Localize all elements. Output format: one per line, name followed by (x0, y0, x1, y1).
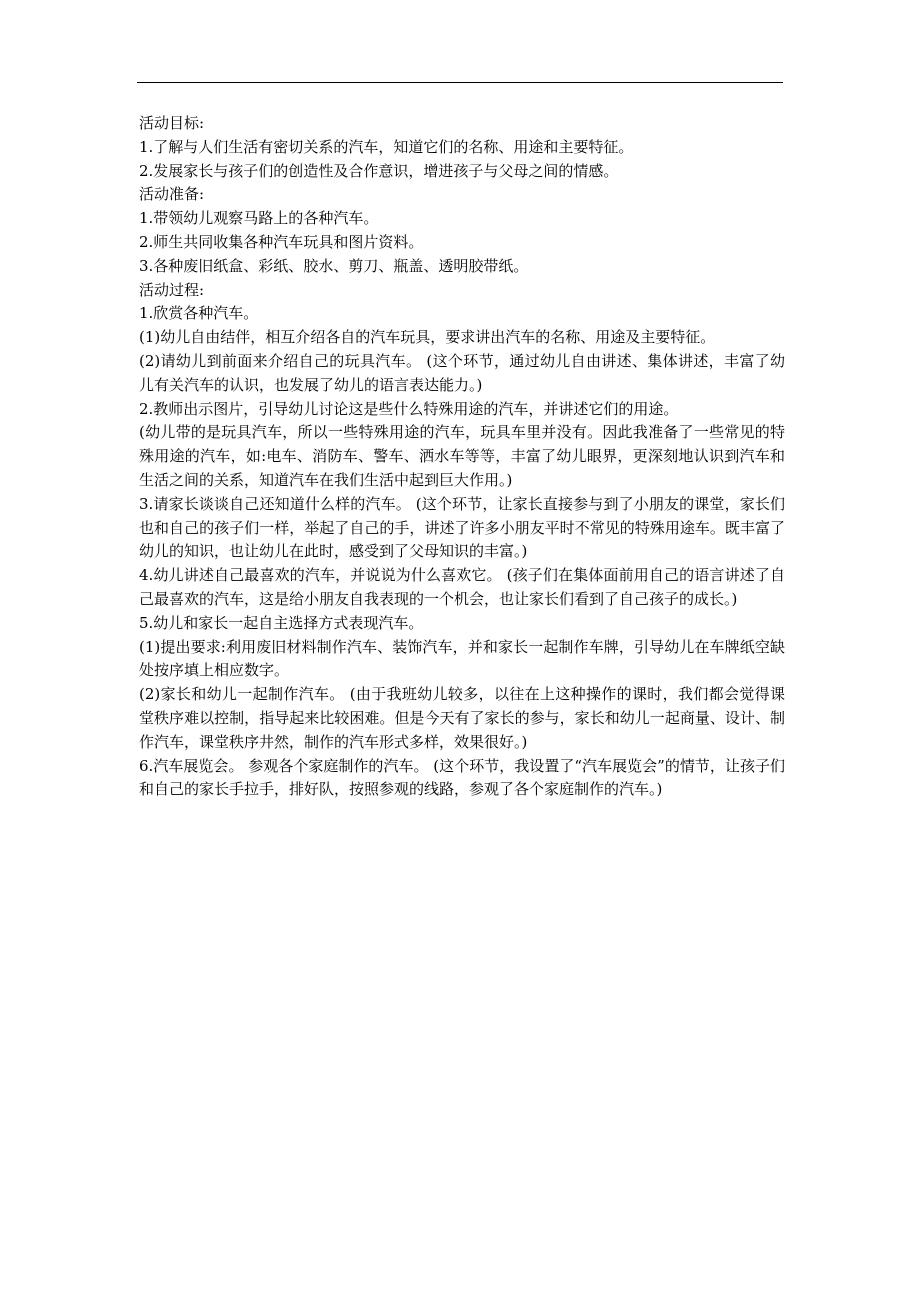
paragraph: 1.带领幼儿观察马路上的各种汽车。 (139, 209, 379, 228)
section-heading-process: 活动过程: (139, 280, 205, 299)
document-body (139, 112, 785, 802)
section-heading-goals: 活动目标: (139, 114, 205, 132)
paragraph: (1)幼儿自由结伴，相互介绍各自的汽车玩具，要求讲出汽车的名称、用途及主要特征。 (139, 328, 716, 347)
paragraph: 3.请家长谈谈自己还知道什么样的汽车。 (这个环节，让家长直接参与到了小朋友的课堂，家长们也和自己的孩子们一样，举起了自己的手，讲述了许多小朋友平时不常见的特殊用途车。既丰富了幼儿的知识，也让幼儿在此时，感受到了父母知识的丰富。) (139, 494, 785, 561)
paragraph: 6.汽车展览会。 参观各个家庭制作的汽车。 (这个环节，我设置了“汽车展览会”的情节，让孩子们和自己的家长手拉手，排好队，按照参观的线路，参观了各个家庭制作的汽车。) (139, 756, 785, 799)
header-rule (137, 82, 783, 83)
paragraph: 5.幼儿和家长一起自主选择方式表现汽车。 (139, 613, 424, 632)
paragraph: 1.欣赏各种汽车。 (139, 304, 259, 323)
paragraph: (2)家长和幼儿一起制作汽车。 (由于我班幼儿较多，以往在上这种操作的课时，我们都会觉得课堂秩序难以控制，指导起来比较困难。但是今天有了家长的参与，家长和幼儿一起商量、设计、制作汽车，课堂秩序井然，制作的汽车形式多样，效果很好。) (139, 685, 785, 751)
section-heading-preparation: 活动准备: (139, 185, 205, 204)
paragraph: (2)请幼儿到前面来介绍自己的玩具汽车。 (这个环节，通过幼儿自由讲述、集体讲述，丰富了幼儿有关汽车的认识，也发展了幼儿的语言表达能力。) (139, 351, 785, 394)
paragraph: 1.了解与人们生活有密切关系的汽车，知道它们的名称、用途和主要特征。 (139, 137, 634, 156)
paragraph: 2.师生共同收集各种汽车玩具和图片资料。 (139, 232, 424, 251)
paragraph: 2.教师出示图片，引导幼儿讨论这是些什么特殊用途的汽车，并讲述它们的用途。 (139, 399, 679, 418)
paragraph: 4.幼儿讲述自己最喜欢的汽车，并说说为什么喜欢它。 (孩子们在集体面前用自己的语言讲述了自己最喜欢的汽车，这是给小朋友自我表现的一个机会，也让家长们看到了自己孩子的成长。) (139, 566, 785, 608)
paragraph: (1)提出要求:利用废旧材料制作汽车、装饰汽车，并和家长一起制作车牌，引导幼儿在车牌纸空缺处按序填上相应数字。 (139, 637, 785, 680)
paragraph: 3.各种废旧纸盒、彩纸、胶水、剪刀、瓶盖、透明胶带纸。 (139, 256, 529, 275)
paragraph: (幼儿带的是玩具汽车，所以一些特殊用途的汽车，玩具车里并没有。因此我准备了一些常见的特殊用途的汽车，如:电车、消防车、警车、洒水车等等，丰富了幼儿眼界，更深刻地认识到汽车和生活之间的关系，知道汽车在我们生活中起到巨大作用。) (139, 423, 785, 489)
paragraph: 2.发展家长与孩子们的创造性及合作意识，增进孩子与父母之间的情感。 (139, 161, 619, 180)
